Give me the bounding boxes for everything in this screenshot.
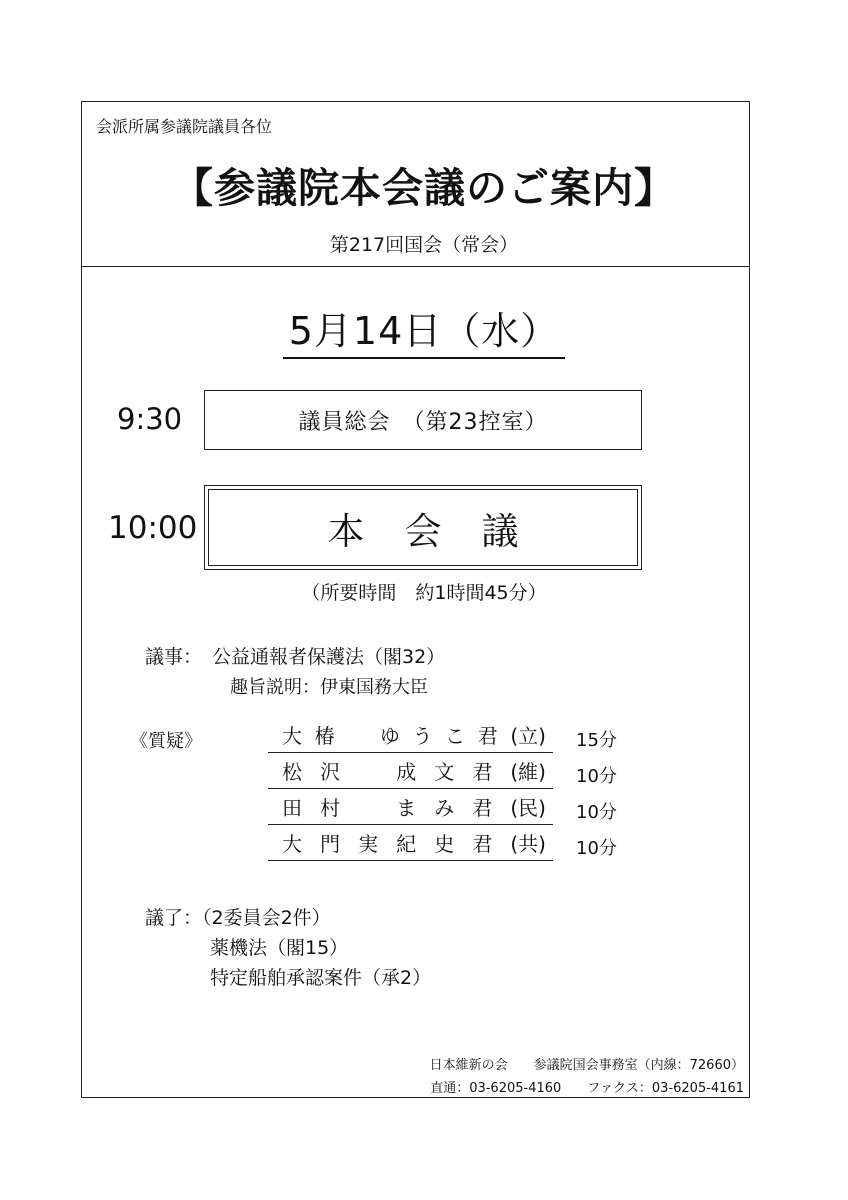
- questioner-name-char: 君: [472, 796, 493, 820]
- questioner-name-char: こ: [445, 724, 466, 748]
- questioner-name-char: (維): [510, 760, 546, 784]
- questioner-name-char: 君: [477, 724, 498, 748]
- questioner-name-char: 大: [282, 832, 302, 856]
- questioner-name-char: 大: [282, 724, 302, 748]
- question-row: [268, 830, 553, 861]
- questioner-name-char: (立): [510, 724, 546, 748]
- schedule-box-2: [204, 485, 642, 570]
- questioner-name-char: 田: [282, 796, 302, 820]
- questioner-name: [282, 722, 546, 752]
- footer-contact-phone: 直通：03-6205-4160 ファクス：03-6205-4161: [430, 1081, 744, 1096]
- session-label: 第217回国会（常会）: [329, 234, 519, 256]
- meeting-date: [0, 300, 848, 359]
- question-minutes: 10分: [576, 802, 617, 823]
- agenda-explanation: 趣旨説明：伊東国務大臣: [230, 677, 428, 698]
- questioner-name-char: ま: [396, 796, 417, 820]
- schedule-event-2: 本会議: [208, 489, 638, 566]
- questioner-name-char: 実: [358, 832, 379, 856]
- questioner-name-char: (民): [510, 796, 546, 820]
- question-minutes: 15分: [576, 730, 617, 751]
- questioner-name-char: 成: [396, 760, 417, 784]
- recipients: 会派所属参議院議員各位: [96, 117, 273, 136]
- questioner-name-char: 椿: [314, 724, 335, 748]
- schedule-box-1: [204, 390, 642, 450]
- questioner-name-char: 村: [320, 796, 341, 820]
- questioner-name-char: 文: [434, 760, 455, 784]
- questioner-name-char: 君: [472, 832, 493, 856]
- questioner-name-char: (共): [510, 832, 546, 856]
- passed-label: 議了：（2委員会2件）: [145, 907, 331, 929]
- questioner-name-char: [358, 794, 378, 824]
- question-row: [268, 794, 553, 825]
- duration-note: （所要時間 約1時間45分）: [301, 582, 547, 604]
- questioner-name: [282, 830, 546, 860]
- questioner-name-char: 沢: [320, 760, 341, 784]
- schedule-event-1: 議員総会 （第23控室）: [298, 409, 548, 435]
- agenda-item: 公益通報者保護法（閣32）: [212, 646, 446, 668]
- header-divider: [81, 266, 750, 267]
- questions-label: 《質疑》: [130, 731, 202, 752]
- questioner-name-char: ゆ: [379, 724, 400, 748]
- questioner-name: [282, 758, 546, 788]
- agenda-label: 議事：: [145, 646, 203, 668]
- question-row: [268, 758, 553, 789]
- passed-item: 特定船舶承認案件（承2）: [210, 967, 432, 989]
- questioner-name-char: 史: [434, 832, 455, 856]
- questioner-name-char: 紀: [396, 832, 417, 856]
- questioner-name-char: み: [434, 796, 455, 820]
- question-row: [268, 722, 553, 753]
- footer-contact-office: 日本維新の会 参議院国会事務室（内線：72660）: [429, 1058, 744, 1073]
- questioner-name-char: 門: [320, 832, 341, 856]
- schedule-time-1: 9:30: [117, 402, 183, 436]
- notice-title: 【参議院本会議のご案内】: [172, 164, 676, 212]
- questioner-name-char: [358, 758, 378, 788]
- passed-item: 薬機法（閣15）: [210, 937, 349, 959]
- meeting-date-text: 5月14日（水）: [283, 300, 566, 359]
- questioner-name-char: 松: [282, 760, 302, 784]
- questioner-name-char: 君: [472, 760, 493, 784]
- question-minutes: 10分: [576, 838, 617, 859]
- schedule-time-2: 10:00: [108, 510, 198, 546]
- questioner-name-char: う: [412, 724, 433, 748]
- questioner-name: [282, 794, 546, 824]
- questioner-name-char: [347, 722, 367, 752]
- question-minutes: 10分: [576, 766, 617, 787]
